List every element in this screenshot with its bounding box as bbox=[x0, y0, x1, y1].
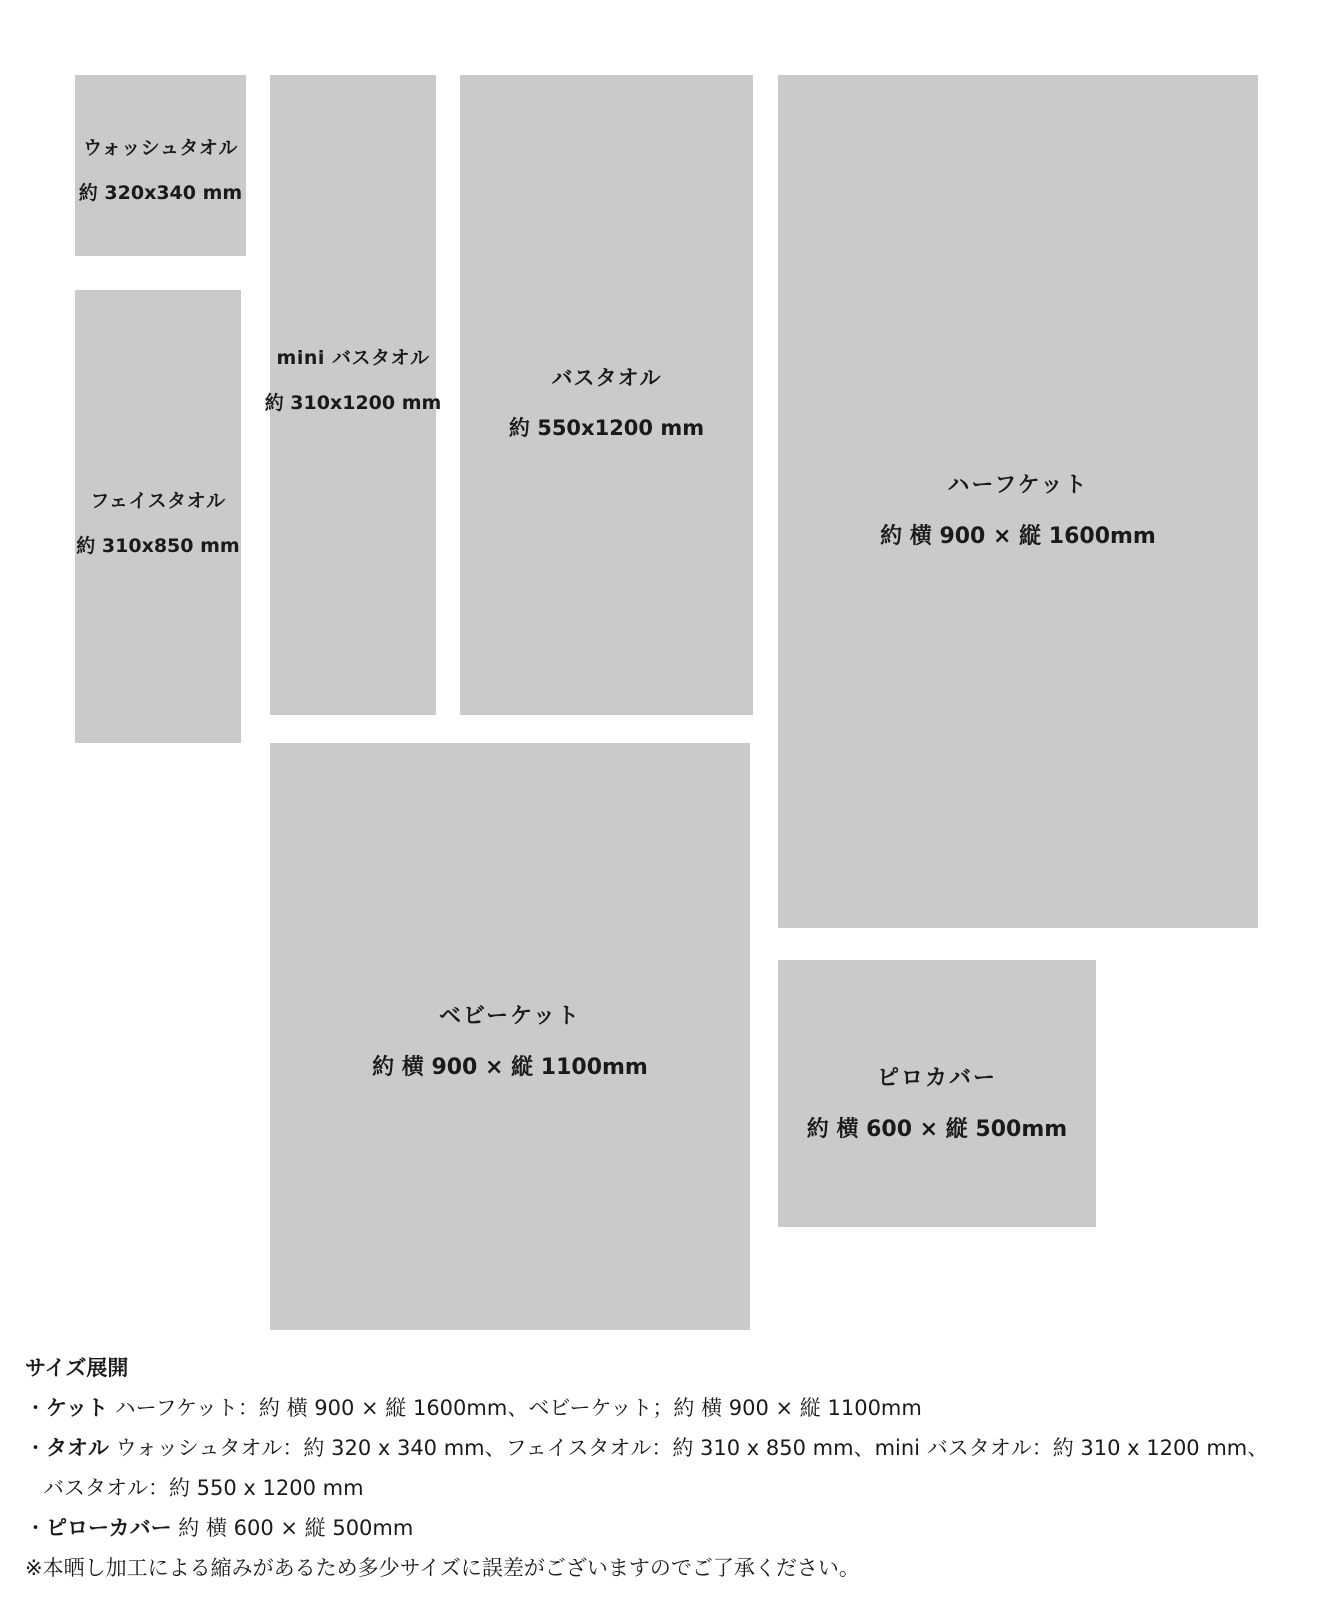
swatch-name: ベビーケット bbox=[438, 1004, 582, 1029]
swatch-dimensions: 約 横 600 × 縦 500mm bbox=[806, 1117, 1068, 1142]
notes-heading: サイズ展開 bbox=[25, 1356, 129, 1380]
notes-text-ket: ハーフケット：約 横 900 × 縦 1600mm、ベビーケット；約 横 900 × 縦 1100mm bbox=[114, 1396, 922, 1420]
notes-text-towel: ウォッシュタオル：約 320 x 340 mm、フェイスタオル：約 310 x 850 mm、mini バスタオル：約 310 x 1200 mm、 bbox=[115, 1436, 1269, 1460]
swatch-half-blanket bbox=[778, 75, 1258, 928]
swatch-wash-towel bbox=[75, 75, 246, 256]
swatch-dimensions: 約 320x340 mm bbox=[78, 182, 243, 204]
notes-label-pillow: ピローカバー bbox=[46, 1516, 172, 1540]
size-notes bbox=[25, 1348, 1325, 1588]
swatch-dimensions: 約 横 900 × 縦 1100mm bbox=[372, 1055, 648, 1080]
notes-line-pillow bbox=[25, 1508, 1325, 1548]
notes-disclaimer: ※本晒し加工による縮みがあるため多少サイズに誤差がございますのでご了承ください。 bbox=[25, 1556, 860, 1580]
swatch-mini-bath-towel bbox=[264, 75, 442, 715]
swatch-baby-blanket bbox=[270, 743, 750, 1330]
swatch-name: ハーフケット bbox=[947, 473, 1089, 498]
swatch-bath-towel bbox=[460, 75, 753, 715]
swatch-pillow-cover bbox=[778, 960, 1096, 1227]
notes-text-pillow: 約 横 600 × 縦 500mm bbox=[178, 1516, 414, 1540]
notes-label-ket: ケット bbox=[46, 1396, 108, 1420]
swatch-name: フェイスタオル bbox=[90, 490, 226, 512]
notes-line-towel bbox=[25, 1428, 1325, 1468]
swatch-dimensions: 約 横 900 × 縦 1600mm bbox=[880, 524, 1156, 549]
swatch-dimensions: 約 310x1200 mm bbox=[264, 392, 442, 414]
notes-line-towel-cont bbox=[25, 1468, 1325, 1508]
notes-line-ket bbox=[25, 1388, 1325, 1428]
notes-label-towel: タオル bbox=[46, 1436, 109, 1460]
swatch-face-towel bbox=[75, 290, 241, 743]
swatch-name: mini バスタオル bbox=[276, 347, 430, 369]
bullet: ・ bbox=[25, 1436, 46, 1460]
bullet: ・ bbox=[25, 1396, 46, 1420]
swatch-name: ピロカバー bbox=[876, 1066, 997, 1091]
swatch-dimensions: 約 310x850 mm bbox=[76, 535, 240, 557]
swatch-dimensions: 約 550x1200 mm bbox=[508, 416, 705, 440]
bullet: ・ bbox=[25, 1516, 46, 1540]
swatch-name: バスタオル bbox=[551, 366, 662, 390]
notes-text-towel-2: バスタオル：約 550 x 1200 mm bbox=[43, 1476, 364, 1500]
swatch-name: ウォッシュタオル bbox=[83, 137, 238, 159]
